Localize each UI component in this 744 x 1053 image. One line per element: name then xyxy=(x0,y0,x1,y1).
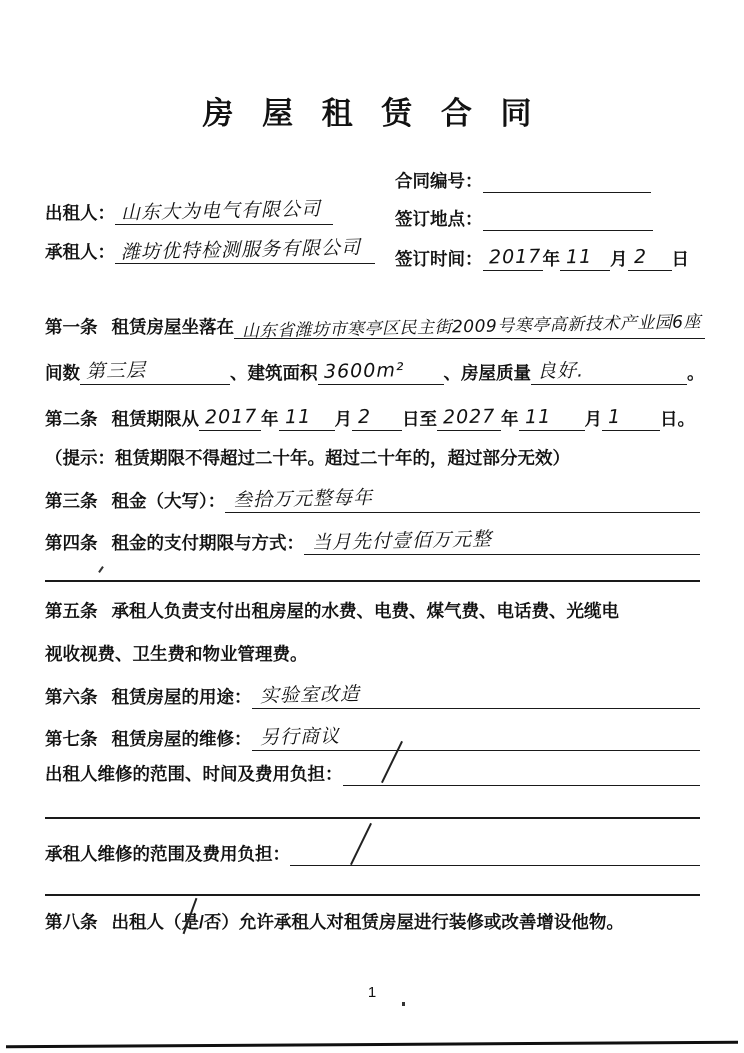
lessor-label: 出租人： xyxy=(45,202,115,223)
sign-date-row xyxy=(395,245,689,271)
clause5-row1 xyxy=(45,601,700,623)
sign-date-label: 签订时间： xyxy=(395,248,483,269)
scan-artifact-edge xyxy=(6,1041,738,1048)
clause3-number: 第三条 xyxy=(45,490,98,511)
sign-date-month-blank xyxy=(560,246,610,271)
clause4-row xyxy=(45,530,700,555)
clause3-row xyxy=(45,488,700,513)
clause2-sep5: 月 xyxy=(584,408,602,429)
clause7-number: 第七条 xyxy=(45,728,98,749)
clause4-label: 租金的支付期限与方式： xyxy=(111,532,304,553)
clause1-area-blank xyxy=(318,360,444,385)
clause6-label: 租赁房屋的用途： xyxy=(111,686,252,707)
sign-place-blank xyxy=(483,208,653,231)
clause1-area-value: 3600m² xyxy=(323,359,405,383)
clause1-location-blank xyxy=(234,312,705,342)
clause1-rooms-value: 第三层 xyxy=(85,359,147,383)
clause4-blank xyxy=(304,530,700,555)
clause1-detail-row xyxy=(45,359,705,385)
clause6-value: 实验室改造 xyxy=(259,682,360,708)
clause8-mid: /否） xyxy=(199,912,239,932)
clause8-number: 第八条 xyxy=(45,912,98,932)
clause6-number: 第六条 xyxy=(45,686,98,707)
clause1-rooms-blank xyxy=(80,360,230,385)
clause4-number: 第四条 xyxy=(45,532,98,553)
clause8-post: 允许承租人对租赁房屋进行装修或改善增设他物。 xyxy=(238,912,624,932)
clause2-sep1: 年 xyxy=(261,408,279,429)
sign-date-day-blank xyxy=(628,246,672,271)
clause2-to-day: 1 xyxy=(607,405,622,429)
sign-place-row xyxy=(395,208,684,231)
sign-date-month-value: 11 xyxy=(565,245,593,269)
clause2-sep2: 月 xyxy=(334,408,352,429)
clause2-to-month-blank xyxy=(519,406,585,431)
clause8-pre: 出租人（ xyxy=(111,912,182,932)
clause3-value: 叁拾万元整每年 xyxy=(233,486,374,512)
clause2-from-year: 2017 xyxy=(204,405,258,429)
lessee-repair-blank xyxy=(290,843,700,866)
clause1-tail: 。 xyxy=(687,362,705,383)
lessor-row xyxy=(45,197,354,225)
clause7-row xyxy=(45,726,700,751)
clause5-number: 第五条 xyxy=(45,601,98,621)
clause1-location-value: 山东省潍坊市寒亭区民主街2009号寒亭高新技术产业园6座 xyxy=(241,312,702,342)
clause2-from-month: 11 xyxy=(284,405,311,429)
clause8-yes-option xyxy=(182,912,200,934)
handwritten-slash-mark xyxy=(350,823,372,865)
page-number: 1 xyxy=(367,984,377,1001)
lessee-blank xyxy=(115,236,375,264)
clause3-blank xyxy=(225,488,700,513)
lessor-repair-label: 出租人维修的范围、时间及费用负担： xyxy=(45,764,343,784)
clause1-number: 第一条 xyxy=(45,317,98,338)
lessee-value: 潍坊优特检测服务有限公司 xyxy=(120,236,362,264)
divider-line-3 xyxy=(45,894,700,896)
lessor-blank xyxy=(115,197,333,225)
clause4-value: 当月先付壹佰万元整 xyxy=(311,528,493,554)
clause2-note-row xyxy=(45,448,700,470)
clause1-rooms-label: 间数 xyxy=(45,362,80,383)
lessee-label: 承租人： xyxy=(45,241,115,262)
contract-no-blank xyxy=(483,170,651,193)
clause2-sep6: 日。 xyxy=(660,408,695,429)
clause2-sep3: 日至 xyxy=(402,408,437,429)
clause2-row xyxy=(45,406,700,431)
clause7-label: 租赁房屋的维修： xyxy=(111,728,252,749)
clause8-row xyxy=(45,912,700,934)
contract-no-label: 合同编号： xyxy=(395,171,483,191)
sign-date-month-unit: 月 xyxy=(610,248,628,269)
clause1-quality-blank xyxy=(531,360,687,385)
divider-line-2 xyxy=(45,817,700,819)
clause7-value: 另行商议 xyxy=(259,725,340,749)
clause2-to-year-blank xyxy=(437,406,501,431)
clause3-label: 租金（大写）： xyxy=(111,490,226,511)
sign-date-year-value: 2017 xyxy=(488,245,542,269)
clause2-from-year-blank xyxy=(199,406,261,431)
clause6-blank xyxy=(252,684,701,709)
contract-no-row xyxy=(395,170,684,193)
clause2-to-year: 2027 xyxy=(442,405,496,429)
clause5-row2 xyxy=(45,644,700,666)
page-title: 房 屋 租 赁 合 同 xyxy=(202,96,542,131)
ink-speck xyxy=(98,566,104,573)
sign-date-year-blank xyxy=(483,246,543,271)
clause2-from-month-blank xyxy=(279,406,335,431)
clause2-sep4: 年 xyxy=(501,408,519,429)
lessee-row xyxy=(45,236,404,264)
clause2-from-day-blank xyxy=(352,406,402,431)
clause2-note: （提示：租赁期限不得超过二十年。超过二十年的，超过部分无效） xyxy=(45,448,570,468)
clause6-row xyxy=(45,684,700,709)
clause5-line1: 承租人负责支付出租房屋的水费、电费、煤气费、电话费、光缆电 xyxy=(111,601,619,621)
clause5-line2: 视收视费、卫生费和物业管理费。 xyxy=(45,644,308,664)
clause2-lead: 租赁期限从 xyxy=(111,408,199,429)
lessor-repair-row xyxy=(45,763,700,786)
lessee-repair-row xyxy=(45,843,700,866)
sign-date-year-unit: 年 xyxy=(542,248,560,269)
clause7-blank xyxy=(252,726,701,751)
lessor-repair-blank xyxy=(343,763,701,786)
clause2-to-month: 11 xyxy=(524,405,551,429)
sign-place-label: 签订地点： xyxy=(395,209,483,229)
clause1-location-row xyxy=(45,312,702,342)
lessee-repair-label: 承租人维修的范围及费用负担： xyxy=(45,844,290,864)
clause2-from-day: 2 xyxy=(357,405,372,429)
clause2-number: 第二条 xyxy=(45,408,98,429)
clause1-area-label: 、建筑面积 xyxy=(230,362,318,383)
clause1-quality-value: 良好. xyxy=(536,359,585,383)
clause1-lead: 租赁房屋坐落在 xyxy=(111,317,234,338)
lessor-value: 山东大为电气有限公司 xyxy=(120,197,322,225)
divider-line-1 xyxy=(45,580,700,582)
clause8-yes-text: 是 xyxy=(181,912,199,932)
sign-date-day-unit: 日 xyxy=(671,248,689,269)
scan-artifact-dot xyxy=(402,1002,405,1006)
clause2-to-day-blank xyxy=(602,406,660,431)
sign-date-day-value: 2 xyxy=(633,245,647,269)
clause1-quality-label: 、房屋质量 xyxy=(443,362,531,383)
